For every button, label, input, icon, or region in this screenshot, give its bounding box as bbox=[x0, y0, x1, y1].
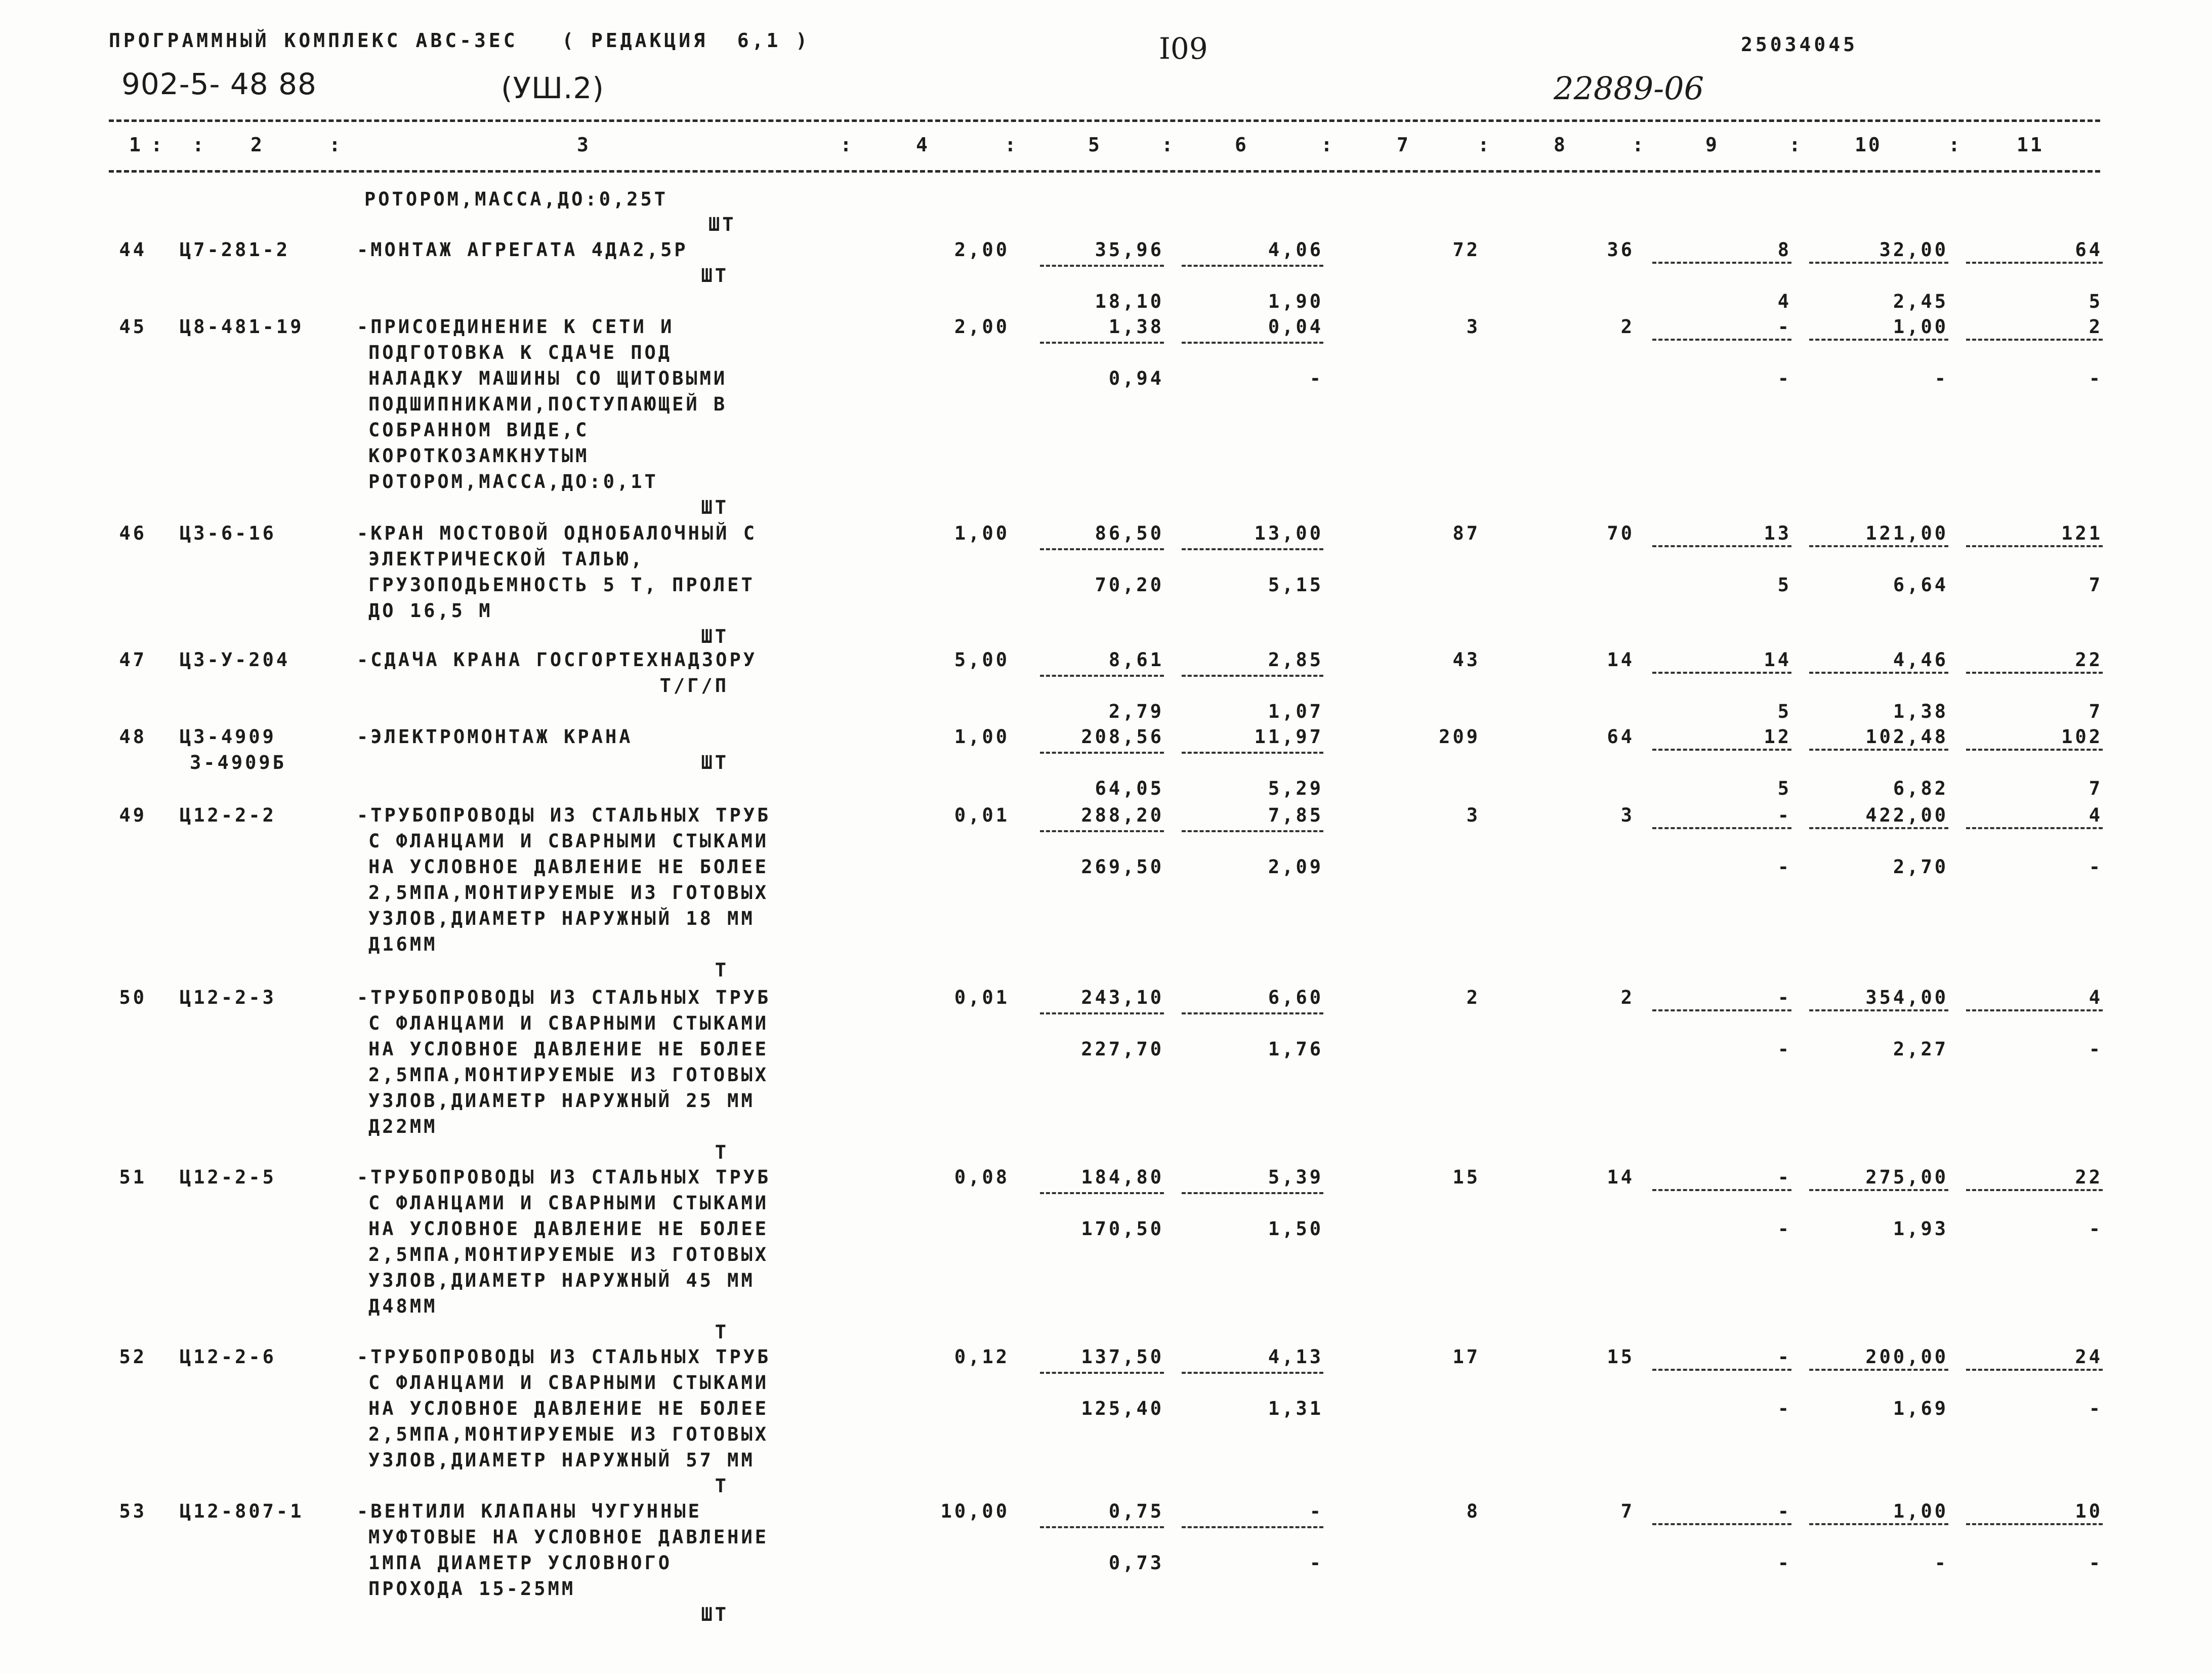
carry-over-text: РОТОРОМ,МАССА,ДО:0,25Т bbox=[364, 188, 669, 210]
value-divider bbox=[1652, 339, 1791, 341]
unit-cost-total: 8,61 bbox=[1108, 649, 1164, 671]
unit-of-measure: ШТ bbox=[701, 626, 729, 647]
value-divider bbox=[1040, 675, 1164, 677]
unit-of-measure: Т bbox=[715, 1321, 729, 1343]
column-header-9: 9 bbox=[1705, 134, 1719, 156]
labor-total: 102 bbox=[2061, 726, 2103, 748]
rate-code: Ц3-6-16 bbox=[180, 522, 276, 544]
value-divider bbox=[1809, 1369, 1948, 1371]
work-description: УЗЛОВ,ДИАМЕТР НАРУЖНЫЙ 25 ММ bbox=[368, 1090, 755, 1112]
value-divider bbox=[1040, 752, 1164, 754]
row-number: 51 bbox=[119, 1166, 147, 1188]
labor-total: 10 bbox=[2075, 1500, 2103, 1522]
unit-cost-total: 1,38 bbox=[1108, 316, 1164, 338]
column-separator: : bbox=[1948, 134, 1960, 156]
quantity: 2,00 bbox=[954, 239, 1010, 261]
work-description: С ФЛАНЦАМИ И СВАРНЫМИ СТЫКАМИ bbox=[368, 1012, 769, 1034]
machinist-labor-total: 7 bbox=[2089, 778, 2103, 799]
row-number: 52 bbox=[119, 1346, 147, 1368]
total-cost: 43 bbox=[1452, 649, 1480, 671]
value-divider bbox=[1182, 675, 1323, 677]
value-divider bbox=[1966, 672, 2103, 674]
value-divider bbox=[1652, 1369, 1791, 1371]
machinist-labor-per-unit: 6,64 bbox=[1893, 574, 1948, 596]
column-header-1: 1 bbox=[129, 134, 143, 156]
machinist-labor-per-unit: 2,70 bbox=[1893, 856, 1948, 878]
value-divider bbox=[1182, 830, 1323, 832]
work-description: СОБРАННОМ ВИДЕ,С bbox=[368, 419, 590, 441]
total-wages: 14 bbox=[1607, 649, 1635, 671]
value-divider bbox=[1809, 262, 1948, 264]
total-cost: 72 bbox=[1452, 239, 1480, 261]
machine-cost: - bbox=[1777, 1500, 1791, 1522]
work-description: ЭЛЕКТРИЧЕСКОЙ ТАЛЬЮ, bbox=[368, 548, 645, 570]
work-description: С ФЛАНЦАМИ И СВАРНЫМИ СТЫКАМИ bbox=[368, 1192, 769, 1214]
total-wages: 36 bbox=[1607, 239, 1635, 261]
unit-cost-machines: 4,06 bbox=[1268, 239, 1323, 261]
value-divider bbox=[1652, 262, 1791, 264]
rate-code: Ц12-2-3 bbox=[180, 987, 276, 1008]
value-divider bbox=[1040, 265, 1164, 267]
rate-code: 3-4909Б bbox=[190, 752, 286, 773]
column-separator: : bbox=[151, 134, 162, 156]
work-description: УЗЛОВ,ДИАМЕТР НАРУЖНЫЙ 45 ММ bbox=[368, 1270, 755, 1291]
work-description: -СДАЧА КРАНА ГОСГОРТЕХНАДЗОРУ bbox=[357, 649, 758, 671]
machine-wages-per-unit: 5,15 bbox=[1268, 574, 1323, 596]
unit-cost-total: 243,10 bbox=[1081, 987, 1164, 1008]
value-divider bbox=[1182, 752, 1323, 754]
wages-per-unit: 170,50 bbox=[1081, 1218, 1164, 1240]
work-description: 2,5МПА,МОНТИРУЕМЫЕ ИЗ ГОТОВЫХ bbox=[368, 1423, 769, 1445]
unit-cost-total: 0,75 bbox=[1108, 1500, 1164, 1522]
machine-cost: 14 bbox=[1764, 649, 1791, 671]
machine-wages: - bbox=[1777, 1398, 1791, 1419]
wages-per-unit: 227,70 bbox=[1081, 1038, 1164, 1060]
work-description: -КРАН МОСТОВОЙ ОДНОБАЛОЧНЫЙ С bbox=[357, 522, 758, 544]
value-divider bbox=[1182, 548, 1323, 550]
unit-of-measure: Т/Г/П bbox=[659, 675, 729, 697]
quantity: 2,00 bbox=[954, 316, 1010, 338]
machine-cost: - bbox=[1777, 804, 1791, 826]
labor-per-unit: 1,00 bbox=[1893, 316, 1948, 338]
wages-per-unit: 0,94 bbox=[1108, 368, 1164, 389]
machine-wages-per-unit: 1,90 bbox=[1268, 291, 1323, 312]
labor-total: 24 bbox=[2075, 1346, 2103, 1368]
unit-cost-total: 86,50 bbox=[1095, 522, 1164, 544]
work-description: ПОДГОТОВКА К СДАЧЕ ПОД bbox=[368, 342, 673, 363]
value-divider bbox=[1809, 1523, 1948, 1525]
machine-cost: - bbox=[1777, 987, 1791, 1008]
column-header-7: 7 bbox=[1397, 134, 1410, 156]
wages-per-unit: 125,40 bbox=[1081, 1398, 1164, 1419]
unit-of-measure: ШТ bbox=[701, 1604, 729, 1625]
work-description: Д22ММ bbox=[368, 1116, 438, 1137]
unit-cost-total: 208,56 bbox=[1081, 726, 1164, 748]
value-divider bbox=[1966, 749, 2103, 751]
machine-wages: - bbox=[1777, 1218, 1791, 1240]
program-title: ПРОГРАММНЫЙ КОМПЛЕКС АВС-3ЕС ( РЕДАКЦИЯ 6,1 ) bbox=[109, 29, 811, 52]
wages-per-unit: 0,73 bbox=[1108, 1552, 1164, 1574]
total-cost: 17 bbox=[1452, 1346, 1480, 1368]
project-code: 902-5- 48 88 bbox=[121, 67, 317, 101]
row-number: 47 bbox=[119, 649, 147, 671]
column-separator: : bbox=[329, 134, 341, 156]
value-divider bbox=[1652, 545, 1791, 547]
work-description: УЗЛОВ,ДИАМЕТР НАРУЖНЫЙ 57 ММ bbox=[368, 1449, 755, 1471]
work-description: ПРОХОДА 15-25ММ bbox=[368, 1578, 576, 1600]
labor-per-unit: 275,00 bbox=[1865, 1166, 1948, 1188]
column-header-2: 2 bbox=[251, 134, 264, 156]
page-number: I09 bbox=[1159, 31, 1208, 66]
wages-per-unit: 18,10 bbox=[1095, 291, 1164, 312]
value-divider bbox=[1809, 339, 1948, 341]
work-description: НА УСЛОВНОЕ ДАВЛЕНИЕ НЕ БОЛЕЕ bbox=[368, 1038, 769, 1060]
unit-cost-total: 35,96 bbox=[1095, 239, 1164, 261]
work-description: -ЭЛЕКТРОМОНТАЖ КРАНА bbox=[357, 726, 633, 748]
work-description: -МОНТАЖ АГРЕГАТА 4ДА2,5Р bbox=[357, 239, 688, 261]
total-wages: 2 bbox=[1620, 316, 1635, 338]
row-number: 50 bbox=[119, 987, 147, 1008]
machine-wages: 4 bbox=[1777, 291, 1791, 312]
work-description: С ФЛАНЦАМИ И СВАРНЫМИ СТЫКАМИ bbox=[368, 830, 769, 852]
work-description: Д48ММ bbox=[368, 1295, 438, 1317]
machine-wages-per-unit: 1,76 bbox=[1268, 1038, 1323, 1060]
total-wages: 7 bbox=[1620, 1500, 1635, 1522]
column-header-8: 8 bbox=[1554, 134, 1567, 156]
column-separator: : bbox=[1478, 134, 1489, 156]
rate-code: Ц12-807-1 bbox=[180, 1500, 304, 1522]
unit-cost-machines: 11,97 bbox=[1254, 726, 1323, 748]
value-divider bbox=[1182, 342, 1323, 344]
machine-wages-per-unit: 2,09 bbox=[1268, 856, 1323, 878]
unit-of-measure: Т bbox=[715, 959, 729, 981]
total-wages: 2 bbox=[1620, 987, 1635, 1008]
machine-wages: - bbox=[1777, 368, 1791, 389]
unit-cost-total: 137,50 bbox=[1081, 1346, 1164, 1368]
value-divider bbox=[1182, 1372, 1323, 1374]
column-header-4: 4 bbox=[916, 134, 930, 156]
machinist-labor-total: - bbox=[2089, 1398, 2103, 1419]
work-description: ПОДШИПНИКАМИ,ПОСТУПАЮЩЕЙ В bbox=[368, 393, 728, 415]
column-separator: : bbox=[1632, 134, 1644, 156]
machinist-labor-total: 7 bbox=[2089, 701, 2103, 722]
machinist-labor-per-unit: 1,93 bbox=[1893, 1218, 1948, 1240]
machine-wages: - bbox=[1777, 1038, 1791, 1060]
work-description: 2,5МПА,МОНТИРУЕМЫЕ ИЗ ГОТОВЫХ bbox=[368, 882, 769, 904]
value-divider bbox=[1040, 1012, 1164, 1014]
quantity: 10,00 bbox=[940, 1500, 1010, 1522]
unit-of-measure: ШТ bbox=[701, 497, 729, 518]
wages-per-unit: 70,20 bbox=[1095, 574, 1164, 596]
total-wages: 3 bbox=[1620, 804, 1635, 826]
value-divider bbox=[1652, 1009, 1791, 1011]
work-description: -ПРИСОЕДИНЕНИЕ К СЕТИ И bbox=[357, 316, 675, 338]
work-description: НАЛАДКУ МАШИНЫ СО ЩИТОВЫМИ bbox=[368, 368, 728, 389]
value-divider bbox=[1040, 1526, 1164, 1528]
value-divider bbox=[1182, 265, 1323, 267]
unit-of-measure: Т bbox=[715, 1141, 729, 1163]
wages-per-unit: 269,50 bbox=[1081, 856, 1164, 878]
value-divider bbox=[1652, 672, 1791, 674]
machine-cost: - bbox=[1777, 316, 1791, 338]
machinist-labor-per-unit: 1,69 bbox=[1893, 1398, 1948, 1419]
unit-of-measure: Т bbox=[715, 1475, 729, 1497]
work-description: КОРОТКОЗАМКНУТЫМ bbox=[368, 445, 590, 467]
quantity: 1,00 bbox=[954, 522, 1010, 544]
total-wages: 64 bbox=[1607, 726, 1635, 748]
unit-of-measure: ШТ bbox=[701, 265, 729, 287]
value-divider bbox=[1809, 1189, 1948, 1191]
row-number: 49 bbox=[119, 804, 147, 826]
column-separator: : bbox=[1789, 134, 1801, 156]
value-divider bbox=[1040, 548, 1164, 550]
value-divider bbox=[1182, 1012, 1323, 1014]
value-divider bbox=[1966, 1009, 2103, 1011]
unit-cost-machines: 5,39 bbox=[1268, 1166, 1323, 1188]
labor-total: 4 bbox=[2089, 804, 2103, 826]
rate-code: Ц3-У-204 bbox=[180, 649, 290, 671]
machinist-labor-total: - bbox=[2089, 1038, 2103, 1060]
total-cost: 15 bbox=[1452, 1166, 1480, 1188]
labor-per-unit: 4,46 bbox=[1893, 649, 1948, 671]
machine-wages: 5 bbox=[1777, 778, 1791, 799]
machinist-labor-total: - bbox=[2089, 1218, 2103, 1240]
quantity: 0,01 bbox=[954, 804, 1010, 826]
value-divider bbox=[1652, 1189, 1791, 1191]
work-description: 2,5МПА,МОНТИРУЕМЫЕ ИЗ ГОТОВЫХ bbox=[368, 1064, 769, 1086]
work-description: 1МПА ДИАМЕТР УСЛОВНОГО bbox=[368, 1552, 673, 1574]
rate-code: Ц12-2-2 bbox=[180, 804, 276, 826]
work-description: НА УСЛОВНОЕ ДАВЛЕНИЕ НЕ БОЛЕЕ bbox=[368, 1398, 769, 1419]
labor-per-unit: 121,00 bbox=[1865, 522, 1948, 544]
machine-wages: 5 bbox=[1777, 574, 1791, 596]
quantity: 1,00 bbox=[954, 726, 1010, 748]
unit-cost-machines: 4,13 bbox=[1268, 1346, 1323, 1368]
column-separator: : bbox=[840, 134, 852, 156]
value-divider bbox=[1040, 1192, 1164, 1194]
machine-wages-per-unit: - bbox=[1309, 368, 1323, 389]
unit-cost-total: 184,80 bbox=[1081, 1166, 1164, 1188]
work-description: НА УСЛОВНОЕ ДАВЛЕНИЕ НЕ БОЛЕЕ bbox=[368, 1218, 769, 1240]
quantity: 0,01 bbox=[954, 987, 1010, 1008]
column-header-3: 3 bbox=[577, 134, 591, 156]
work-description: УЗЛОВ,ДИАМЕТР НАРУЖНЫЙ 18 ММ bbox=[368, 908, 755, 929]
value-divider bbox=[1652, 749, 1791, 751]
labor-per-unit: 32,00 bbox=[1879, 239, 1948, 261]
column-separator: : bbox=[1161, 134, 1173, 156]
machinist-labor-total: 5 bbox=[2089, 291, 2103, 312]
column-separator: : bbox=[1005, 134, 1016, 156]
quantity: 0,12 bbox=[954, 1346, 1010, 1368]
rate-code: Ц12-2-6 bbox=[180, 1346, 276, 1368]
value-divider bbox=[1966, 827, 2103, 829]
total-cost: 87 bbox=[1452, 522, 1480, 544]
value-divider bbox=[1966, 1369, 2103, 1371]
machinist-labor-per-unit: 1,38 bbox=[1893, 701, 1948, 722]
machinist-labor-per-unit: 2,27 bbox=[1893, 1038, 1948, 1060]
row-number: 48 bbox=[119, 726, 147, 748]
machine-wages-per-unit: 5,29 bbox=[1268, 778, 1323, 799]
labor-per-unit: 102,48 bbox=[1865, 726, 1948, 748]
total-wages: 15 bbox=[1607, 1346, 1635, 1368]
labor-total: 22 bbox=[2075, 1166, 2103, 1188]
row-number: 46 bbox=[119, 522, 147, 544]
value-divider bbox=[1809, 672, 1948, 674]
column-header-6: 6 bbox=[1235, 134, 1248, 156]
unit-cost-machines: 2,85 bbox=[1268, 649, 1323, 671]
machine-cost: 13 bbox=[1764, 522, 1791, 544]
machinist-labor-per-unit: 2,45 bbox=[1893, 291, 1948, 312]
value-divider bbox=[1040, 830, 1164, 832]
machine-wages-per-unit: 1,50 bbox=[1268, 1218, 1323, 1240]
machine-cost: 8 bbox=[1777, 239, 1791, 261]
row-number: 45 bbox=[119, 316, 147, 338]
labor-per-unit: 1,00 bbox=[1893, 1500, 1948, 1522]
work-description: МУФТОВЫЕ НА УСЛОВНОЕ ДАВЛЕНИЕ bbox=[368, 1526, 769, 1548]
value-divider bbox=[1652, 827, 1791, 829]
work-description: Д16ММ bbox=[368, 933, 438, 955]
unit-cost-machines: 6,60 bbox=[1268, 987, 1323, 1008]
document-code: 25034045 bbox=[1741, 33, 1858, 56]
rate-code: Ц3-4909 bbox=[180, 726, 276, 748]
unit-cost-total: 288,20 bbox=[1081, 804, 1164, 826]
quantity: 0,08 bbox=[954, 1166, 1010, 1188]
work-description: ДО 16,5 М bbox=[368, 600, 493, 622]
quantity: 5,00 bbox=[954, 649, 1010, 671]
machine-wages-per-unit: - bbox=[1309, 1552, 1323, 1574]
value-divider bbox=[1966, 1523, 2103, 1525]
unit-of-measure: ШТ bbox=[701, 752, 729, 773]
wages-per-unit: 2,79 bbox=[1108, 701, 1164, 722]
column-header-5: 5 bbox=[1088, 134, 1102, 156]
value-divider bbox=[1809, 545, 1948, 547]
labor-per-unit: 354,00 bbox=[1865, 987, 1948, 1008]
value-divider bbox=[1182, 1526, 1323, 1528]
unit-cost-machines: 7,85 bbox=[1268, 804, 1323, 826]
labor-per-unit: 200,00 bbox=[1865, 1346, 1948, 1368]
machine-wages: 5 bbox=[1777, 701, 1791, 722]
labor-per-unit: 422,00 bbox=[1865, 804, 1948, 826]
unit-cost-machines: - bbox=[1309, 1500, 1323, 1522]
column-header-10: 10 bbox=[1855, 134, 1882, 156]
machine-wages-per-unit: 1,07 bbox=[1268, 701, 1323, 722]
work-description: -ВЕНТИЛИ КЛАПАНЫ ЧУГУННЫЕ bbox=[357, 1500, 702, 1522]
machine-wages-per-unit: 1,31 bbox=[1268, 1398, 1323, 1419]
rate-code: Ц8-481-19 bbox=[180, 316, 304, 338]
machine-cost: 12 bbox=[1764, 726, 1791, 748]
work-description: -ТРУБОПРОВОДЫ ИЗ СТАЛЬНЫХ ТРУБ bbox=[357, 1166, 771, 1188]
total-wages: 14 bbox=[1607, 1166, 1635, 1188]
labor-total: 2 bbox=[2089, 316, 2103, 338]
machinist-labor-total: - bbox=[2089, 1552, 2103, 1574]
work-description: -ТРУБОПРОВОДЫ ИЗ СТАЛЬНЫХ ТРУБ bbox=[357, 1346, 771, 1368]
total-wages: 70 bbox=[1607, 522, 1635, 544]
sheet-code: 22889-06 bbox=[1554, 70, 1704, 107]
column-separator: : bbox=[1321, 134, 1332, 156]
value-divider bbox=[1966, 545, 2103, 547]
unit-cost-machines: 0,04 bbox=[1268, 316, 1323, 338]
machinist-labor-per-unit: - bbox=[1934, 1552, 1948, 1574]
machine-cost: - bbox=[1777, 1346, 1791, 1368]
labor-total: 22 bbox=[2075, 649, 2103, 671]
work-description: С ФЛАНЦАМИ И СВАРНЫМИ СТЫКАМИ bbox=[368, 1372, 769, 1394]
machinist-labor-total: - bbox=[2089, 856, 2103, 878]
value-divider bbox=[1182, 1192, 1323, 1194]
unit-cost-machines: 13,00 bbox=[1254, 522, 1323, 544]
work-description: 2,5МПА,МОНТИРУЕМЫЕ ИЗ ГОТОВЫХ bbox=[368, 1244, 769, 1265]
row-number: 44 bbox=[119, 239, 147, 261]
total-cost: 3 bbox=[1466, 316, 1480, 338]
value-divider bbox=[1809, 1009, 1948, 1011]
machine-wages: - bbox=[1777, 1552, 1791, 1574]
value-divider bbox=[1652, 1523, 1791, 1525]
machinist-labor-total: - bbox=[2089, 368, 2103, 389]
labor-total: 4 bbox=[2089, 987, 2103, 1008]
work-description: -ТРУБОПРОВОДЫ ИЗ СТАЛЬНЫХ ТРУБ bbox=[357, 987, 771, 1008]
value-divider bbox=[1809, 749, 1948, 751]
column-separator: : bbox=[192, 134, 204, 156]
work-description: РОТОРОМ,МАССА,ДО:0,1Т bbox=[368, 471, 658, 493]
labor-total: 64 bbox=[2075, 239, 2103, 261]
total-cost: 2 bbox=[1466, 987, 1480, 1008]
wages-per-unit: 64,05 bbox=[1095, 778, 1164, 799]
value-divider bbox=[1966, 339, 2103, 341]
machinist-labor-total: 7 bbox=[2089, 574, 2103, 596]
column-header-11: 11 bbox=[2017, 134, 2044, 156]
value-divider bbox=[1040, 1372, 1164, 1374]
rate-code: Ц12-2-5 bbox=[180, 1166, 276, 1188]
machinist-labor-per-unit: 6,82 bbox=[1893, 778, 1948, 799]
total-cost: 209 bbox=[1439, 726, 1480, 748]
carry-over-unit: ШТ bbox=[708, 214, 736, 235]
value-divider bbox=[1040, 342, 1164, 344]
total-cost: 8 bbox=[1466, 1500, 1480, 1522]
row-number: 53 bbox=[119, 1500, 147, 1522]
labor-total: 121 bbox=[2061, 522, 2103, 544]
value-divider bbox=[1966, 1189, 2103, 1191]
value-divider bbox=[1966, 262, 2103, 264]
rate-code: Ц7-281-2 bbox=[180, 239, 290, 261]
work-description: -ТРУБОПРОВОДЫ ИЗ СТАЛЬНЫХ ТРУБ bbox=[357, 804, 771, 826]
value-divider bbox=[1809, 827, 1948, 829]
work-description: ГРУЗОПОДЬЕМНОСТЬ 5 Т, ПРОЛЕТ bbox=[368, 574, 755, 596]
machine-wages: - bbox=[1777, 856, 1791, 878]
machinist-labor-per-unit: - bbox=[1934, 368, 1948, 389]
section-number: (УШ.2) bbox=[501, 71, 604, 105]
total-cost: 3 bbox=[1466, 804, 1480, 826]
machine-cost: - bbox=[1777, 1166, 1791, 1188]
work-description: НА УСЛОВНОЕ ДАВЛЕНИЕ НЕ БОЛЕЕ bbox=[368, 856, 769, 878]
